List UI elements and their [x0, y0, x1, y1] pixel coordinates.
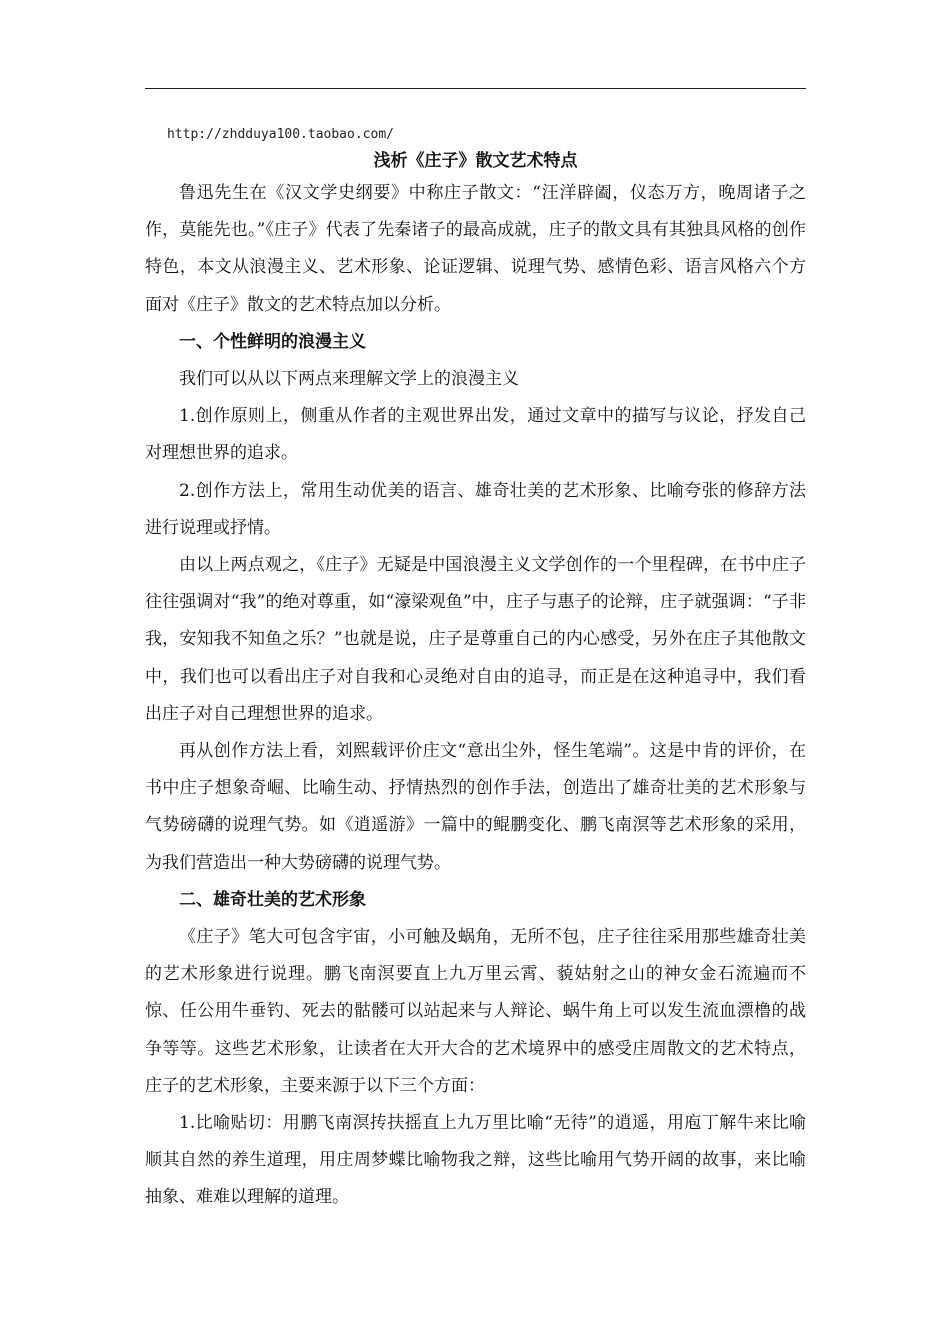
header-rule: [145, 88, 806, 89]
document-title: 浅析《庄子》散文艺术特点: [373, 151, 578, 171]
paragraph: 1.比喻贴切：用鹏飞南溟抟扶摇直上九万里比喻“无待”的逍遥，用庖丁解牛来比喻顺其自然的养生道理，用庄周梦蝶比喻物我之辩，这些比喻用气势开阔的故事，来比喻抽象、难难以理解的道理。: [145, 1113, 806, 1208]
section-heading-1: 一、个性鲜明的浪漫主义: [179, 331, 366, 352]
paragraph-intro: 鲁迅先生在《汉文学史纲要》中称庄子散文：“汪洋辟阖，仪态万方，晚周诸子之作，莫能先也。”《庄子》代表了先秦诸子的最高成就，庄子的散文具有其独具风格的创作特色，本文从浪漫主义、艺术形象、论证逻辑、说理气势、感情色彩、语言风格六个方面对《庄子》散文的艺术特点加以分析。: [145, 183, 806, 315]
document-body: [145, 175, 806, 1217]
header-url: http://zhdduya100.taobao.com/: [167, 127, 394, 142]
paragraph: 由以上两点观之，《庄子》无疑是中国浪漫主义文学创作的一个里程碑，在书中庄子往往强调对“我”的绝对尊重，如“濠梁观鱼”中，庄子与惠子的论辩，庄子就强调：“子非我，安知我不知鱼之乐？”也就是说，庄子是尊重自己的内心感受，另外在庄子其他散文中，我们也可以看出庄子对自我和心灵绝对自由的追寻，而正是在这种追寻中，我们看出庄子对自己理想世界的追求。: [145, 555, 806, 724]
paragraph: 再从创作方法上看，刘熙载评价庄文“意出尘外，怪生笔端”。这是中肯的评价，在书中庄子想象奇崛、比喻生动、抒情热烈的创作手法，创造出了雄奇壮美的艺术形象与气势磅礴的说理气势。如《逍遥游》一篇中的鲲鹏变化、鹏飞南溟等艺术形象的采用，为我们营造出一种大势磅礴的说理气势。: [145, 741, 806, 873]
paragraph: 我们可以从以下两点来理解文学上的浪漫主义: [179, 369, 519, 390]
section-heading-2: 二、雄奇壮美的艺术形象: [179, 889, 366, 910]
paragraph: 《庄子》笔大可包含宇宙，小可触及蜗角，无所不包，庄子往往采用那些雄奇壮美的艺术形象进行说理。鹏飞南溟要直上九万里云霄、藐姑射之山的神女金石流遍而不惊、任公用牛垂钓、死去的骷髅可以站起来与人辩论、蜗牛角上可以发生流血漂橹的战争等等。这些艺术形象，让读者在大开大合的艺术境界中的感受庄周散文的艺术特点，庄子的艺术形象，主要来源于以下三个方面：: [145, 927, 806, 1096]
paragraph: 1.创作原则上，侧重从作者的主观世界出发，通过文章中的描写与议论，抒发自己对理想世界的追求。: [145, 406, 806, 464]
paragraph: 2.创作方法上，常用生动优美的语言、雄奇壮美的艺术形象、比喻夸张的修辞方法进行说理或抒情。: [145, 480, 806, 538]
